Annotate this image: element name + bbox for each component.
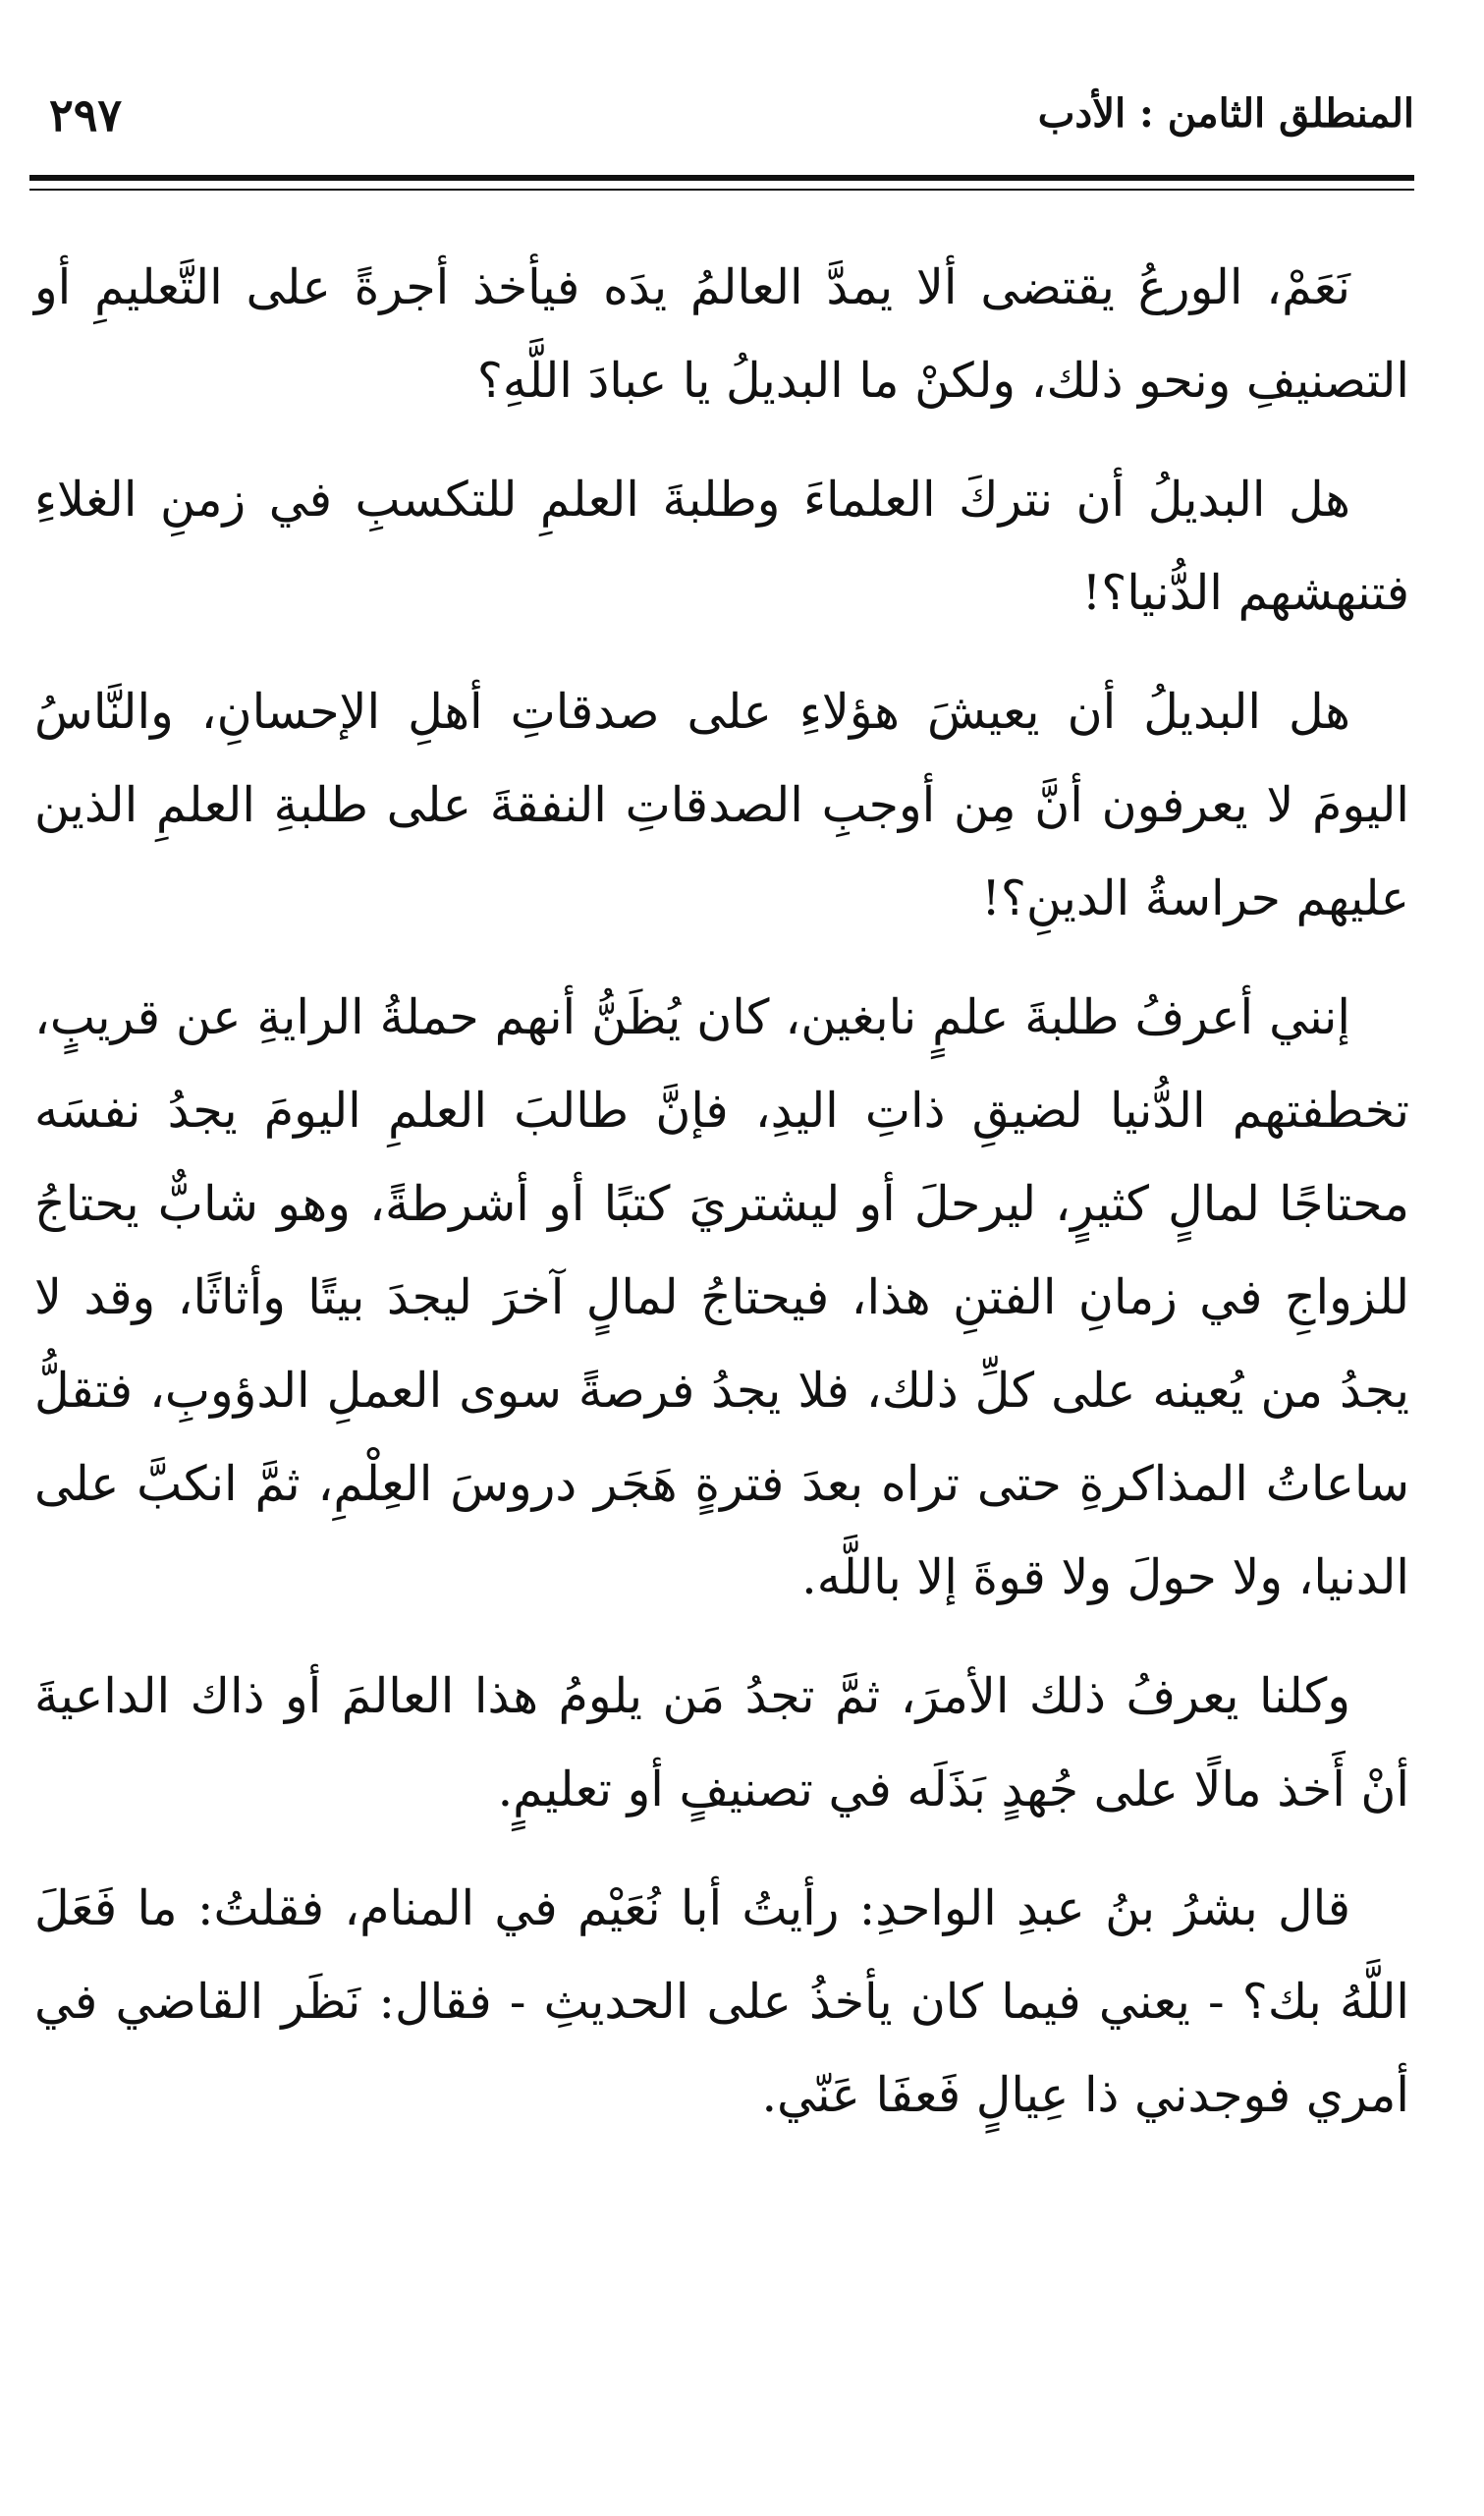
page-header [29,69,1414,167]
body-text [34,241,1409,2167]
paragraph: هل البديلُ أن نتركَ العلماءَ وطلبةَ العلمِ للتكسبِ في زمنِ الغلاءِ فتنهشهم الدُّنيا؟! [34,472,1409,621]
paragraph: هل البديلُ أن يعيشَ هؤلاءِ على صدقاتِ أهلِ الإحسانِ، والنَّاسُ اليومَ لا يعرفون أنَّ مِن أوجبِ الصدقاتِ النفقةَ على طلبةِ العلمِ الذين عليهم حراسةُ الدينِ؟! [34,684,1409,926]
paragraph: وكلنا يعرفُ ذلك الأمرَ، ثمَّ تجدُ مَن يلومُ هذا العالمَ أو ذاك الداعيةَ أنْ أَخذ مالًا على جُهدٍ بَذَلَه في تصنيفٍ أو تعليمٍ. [34,1668,1409,1817]
paragraph: قال بشرُ بنُ عبدِ الواحدِ: رأيتُ أبا نُعَيْم في المنام، فقلتُ: ما فَعَلَ اللَّهُ بك؟ - يعني فيما كان يأخذُ على الحديثِ - فقال: نَظَر القاضي في أمري فوجدني ذا عِيالٍ فَعفَا عَنّي. [34,1880,1409,2123]
paragraph: نَعَمْ، الورعُ يقتضى ألا يمدَّ العالمُ يدَه فيأخذ أجرةً على التَّعليمِ أو التصنيفِ ونحو ذلك، ولكنْ ما البديلُ يا عبادَ اللَّهِ؟ [34,259,1409,409]
running-title: المنطلق الثامن : الأدب [1037,90,1414,137]
paragraph: إنني أعرفُ طلبةَ علمٍ نابغين، كان يُظَنُّ أنهم حملةُ الرايةِ عن قريبٍ، تخطفتهم الدُّنيا لضيقِ ذاتِ اليدِ، فإنَّ طالبَ العلمِ اليومَ يجدُ نفسَه محتاجًا لمالٍ كثيرٍ، ليرحلَ أو ليشتريَ كتبًا أو أشرطةً، وهو شابٌّ يحتاجُ للزواجِ في زمانِ الفتنِ هذا، فيحتاجُ لمالٍ آخرَ ليجدَ بيتًا وأثاثًا، وقد لا يجدُ من يُعينه على كلِّ ذلك، فلا يجدُ فرصةً سوى العملِ الدؤوبِ، فتقلُّ ساعاتُ المذاكرةِ حتى تراه بعدَ فترةٍ هَجَر دروسَ العِلْمِ، ثمَّ انكبَّ على الدنيا، ولا حولَ ولا قوةَ إلا باللَّه. [34,989,1409,1605]
header-rule-thin [29,189,1414,191]
page-number: ٢٩٧ [49,88,123,141]
header-rule-thick [29,175,1414,181]
